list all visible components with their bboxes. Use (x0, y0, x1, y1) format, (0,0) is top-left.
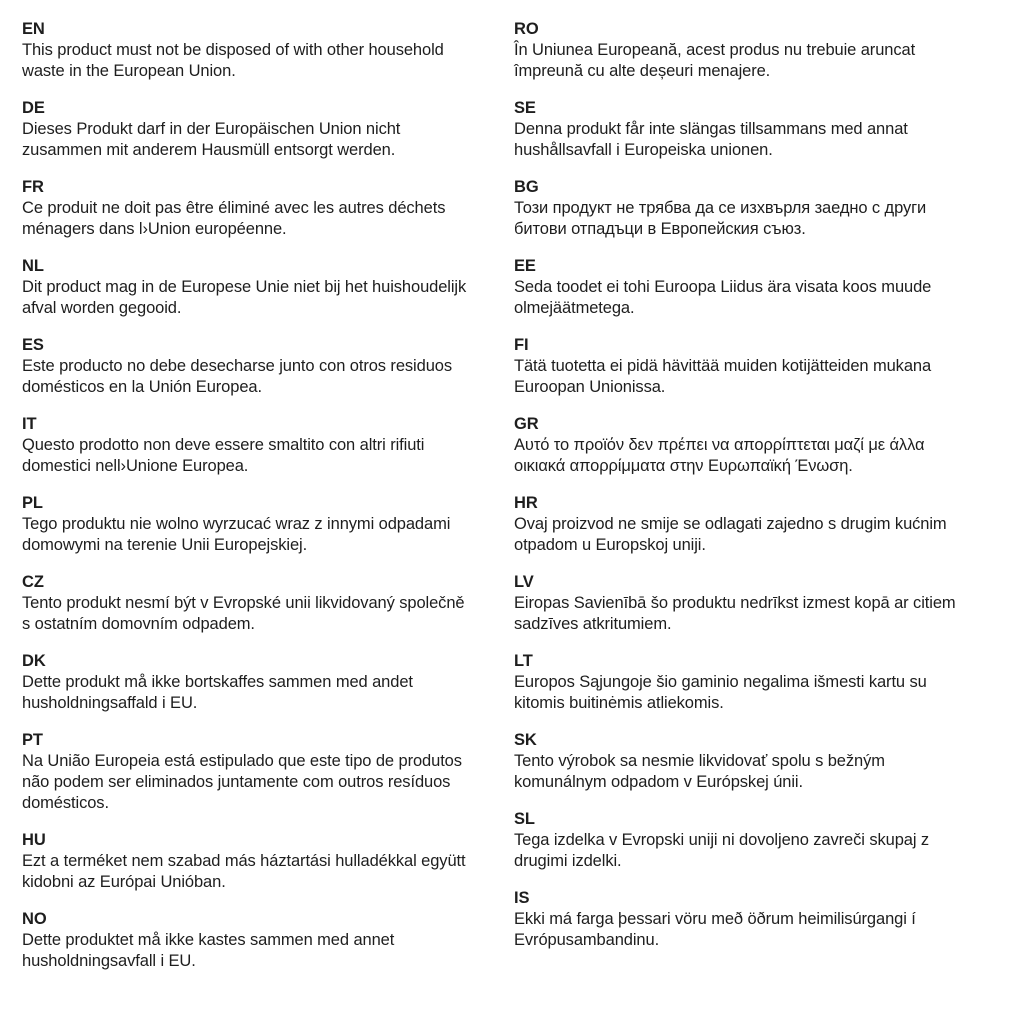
notice-text-line: Seda toodet ei tohi Euroopa Liidus ära visata koos muude (514, 278, 932, 296)
notice-text-line: drugimi izdelki. (514, 852, 622, 870)
language-code-label: LV (514, 573, 534, 591)
notice-text-line: afval worden gegooid. (22, 299, 182, 317)
language-block-gr (514, 414, 1018, 477)
notice-column-left (22, 19, 514, 1024)
language-block-sk (514, 730, 1018, 793)
language-block-fr (22, 177, 514, 240)
language-code-label: SL (514, 810, 535, 828)
language-block-no (22, 909, 514, 972)
notice-text-line: Tega izdelka v Evropski uniji ni dovoljeno zavreči skupaj z (514, 831, 930, 849)
notice-text-line: Denna produkt får inte slängas tillsammans med annat (514, 120, 908, 138)
language-code-label: DK (22, 652, 46, 670)
language-block-en (22, 19, 514, 82)
notice-text-line: sadzīves atkritumiem. (514, 615, 672, 633)
notice-text-line: zusammen mit anderem Hausmüll entsorgt werden. (22, 141, 396, 159)
notice-text-line: Na União Europeia está estipulado que este tipo de produtos (22, 752, 462, 770)
notice-column-right (514, 19, 1018, 1024)
language-block-es (22, 335, 514, 398)
notice-text-line: Dette produktet må ikke kastes sammen med annet (22, 931, 395, 949)
notice-text-line: Dit product mag in de Europese Unie niet bij het huishoudelijk (22, 278, 467, 296)
language-block-hr (514, 493, 1018, 556)
language-block-lt (514, 651, 1018, 714)
language-block-lv (514, 572, 1018, 635)
notice-text-line: domowymi na terenie Unii Europejskiej. (22, 536, 308, 554)
notice-text-line: Europos Sąjungoje šio gaminio negalima išmesti kartu su (514, 673, 927, 691)
language-code-label: SK (514, 731, 537, 749)
language-code-label: CZ (22, 573, 44, 591)
notice-text-line: Euroopan Unionissa. (514, 378, 666, 396)
language-code-label: HU (22, 831, 46, 849)
notice-text-line: kidobni az Európai Unióban. (22, 873, 226, 891)
notice-text-line: ménagers dans l›Union européenne. (22, 220, 287, 238)
language-block-ro (514, 19, 1018, 82)
language-code-label: HR (514, 494, 538, 512)
language-block-cz (22, 572, 514, 635)
notice-text-line: s ostatním domovním odpadem. (22, 615, 255, 633)
notice-text-line: Questo prodotto non deve essere smaltito con altri rifiuti (22, 436, 425, 454)
language-block-sl (514, 809, 1018, 872)
language-code-label: NO (22, 910, 47, 928)
notice-text-line: komunálnym odpadom v Európskej únii. (514, 773, 803, 791)
notice-text-line: Dette produkt må ikke bortskaffes sammen med andet (22, 673, 413, 691)
language-block-fi (514, 335, 1018, 398)
language-code-label: LT (514, 652, 533, 670)
language-block-nl (22, 256, 514, 319)
notice-text-line: olmejäätmetega. (514, 299, 635, 317)
language-code-label: PL (22, 494, 43, 512)
language-code-label: DE (22, 99, 45, 117)
language-block-pt (22, 730, 514, 814)
notice-text-line: Ovaj proizvod ne smije se odlagati zajedno s drugim kućnim (514, 515, 947, 533)
language-code-label: EN (22, 20, 45, 38)
notice-text-line: împreună cu alte deșeuri menajere. (514, 62, 771, 80)
notice-text-line: domestici nell›Unione Europea. (22, 457, 249, 475)
notice-text-line: Ce produit ne doit pas être éliminé avec les autres déchets (22, 199, 446, 217)
language-code-label: FR (22, 178, 44, 196)
notice-text-line: domésticos en la Unión Europea. (22, 378, 262, 396)
notice-text-line: Tento produkt nesmí být v Evropské unii likvidovaný společně (22, 594, 465, 612)
notice-text-line: Tento výrobok sa nesmie likvidovať spolu s bežným (514, 752, 885, 770)
notice-text-line: Dieses Produkt darf in der Europäischen Union nicht (22, 120, 401, 138)
notice-text-line: otpadom u Europskoj uniji. (514, 536, 706, 554)
language-code-label: SE (514, 99, 536, 117)
notice-text-line: waste in the European Union. (22, 62, 236, 80)
language-block-hu (22, 830, 514, 893)
language-code-label: RO (514, 20, 539, 38)
notice-text-line: kitomis buitinėmis atliekomis. (514, 694, 724, 712)
notice-text-line: Ezt a terméket nem szabad más háztartási hulladékkal együtt (22, 852, 466, 870)
language-block-is (514, 888, 1018, 951)
language-block-bg (514, 177, 1018, 240)
notice-text-line: hushållsavfall i Europeiska unionen. (514, 141, 773, 159)
notice-text-line: Tego produktu nie wolno wyrzucać wraz z innymi odpadami (22, 515, 451, 533)
language-code-label: ES (22, 336, 44, 354)
language-block-ee (514, 256, 1018, 319)
language-block-it (22, 414, 514, 477)
notice-text-line: Този продукт не трябва да се изхвърля заедно с други (514, 199, 927, 217)
language-code-label: FI (514, 336, 529, 354)
notice-text-line: não podem ser eliminados juntamente com outros resíduos (22, 773, 451, 791)
language-code-label: IS (514, 889, 530, 907)
language-block-dk (22, 651, 514, 714)
notice-text-line: Eiropas Savienībā šo produktu nedrīkst izmest kopā ar citiem (514, 594, 956, 612)
language-code-label: IT (22, 415, 37, 433)
notice-text-line: În Uniunea Europeană, acest produs nu trebuie aruncat (514, 41, 916, 59)
notice-text-line: Tätä tuotetta ei pidä hävittää muiden kotijätteiden mukana (514, 357, 932, 375)
notice-text-line: Evrópusambandinu. (514, 931, 660, 949)
language-code-label: EE (514, 257, 536, 275)
language-code-label: BG (514, 178, 539, 196)
notice-text-line: This product must not be disposed of with other household (22, 41, 444, 59)
notice-text-line: битови отпадъци в Европейския съюз. (514, 220, 806, 238)
language-block-de (22, 98, 514, 161)
notice-text-line: domésticos. (22, 794, 109, 812)
language-block-pl (22, 493, 514, 556)
notice-text-line: Ekki má farga þessari vöru með öðrum heimilisúrgangi í (514, 910, 916, 928)
notice-text-line: Αυτό το προϊόν δεν πρέπει να απορρίπτεται μαζί με άλλα (514, 436, 925, 454)
language-code-label: PT (22, 731, 43, 749)
notice-text-line: Este producto no debe desecharse junto con otros residuos (22, 357, 452, 375)
notice-text-line: husholdningsaffald i EU. (22, 694, 198, 712)
language-code-label: NL (22, 257, 44, 275)
notice-text-line: οικιακά απορρίμματα στην Ευρωπαϊκή Ένωση. (514, 457, 853, 475)
notice-text-line: husholdningsavfall i EU. (22, 952, 196, 970)
language-code-label: GR (514, 415, 539, 433)
language-block-se (514, 98, 1018, 161)
